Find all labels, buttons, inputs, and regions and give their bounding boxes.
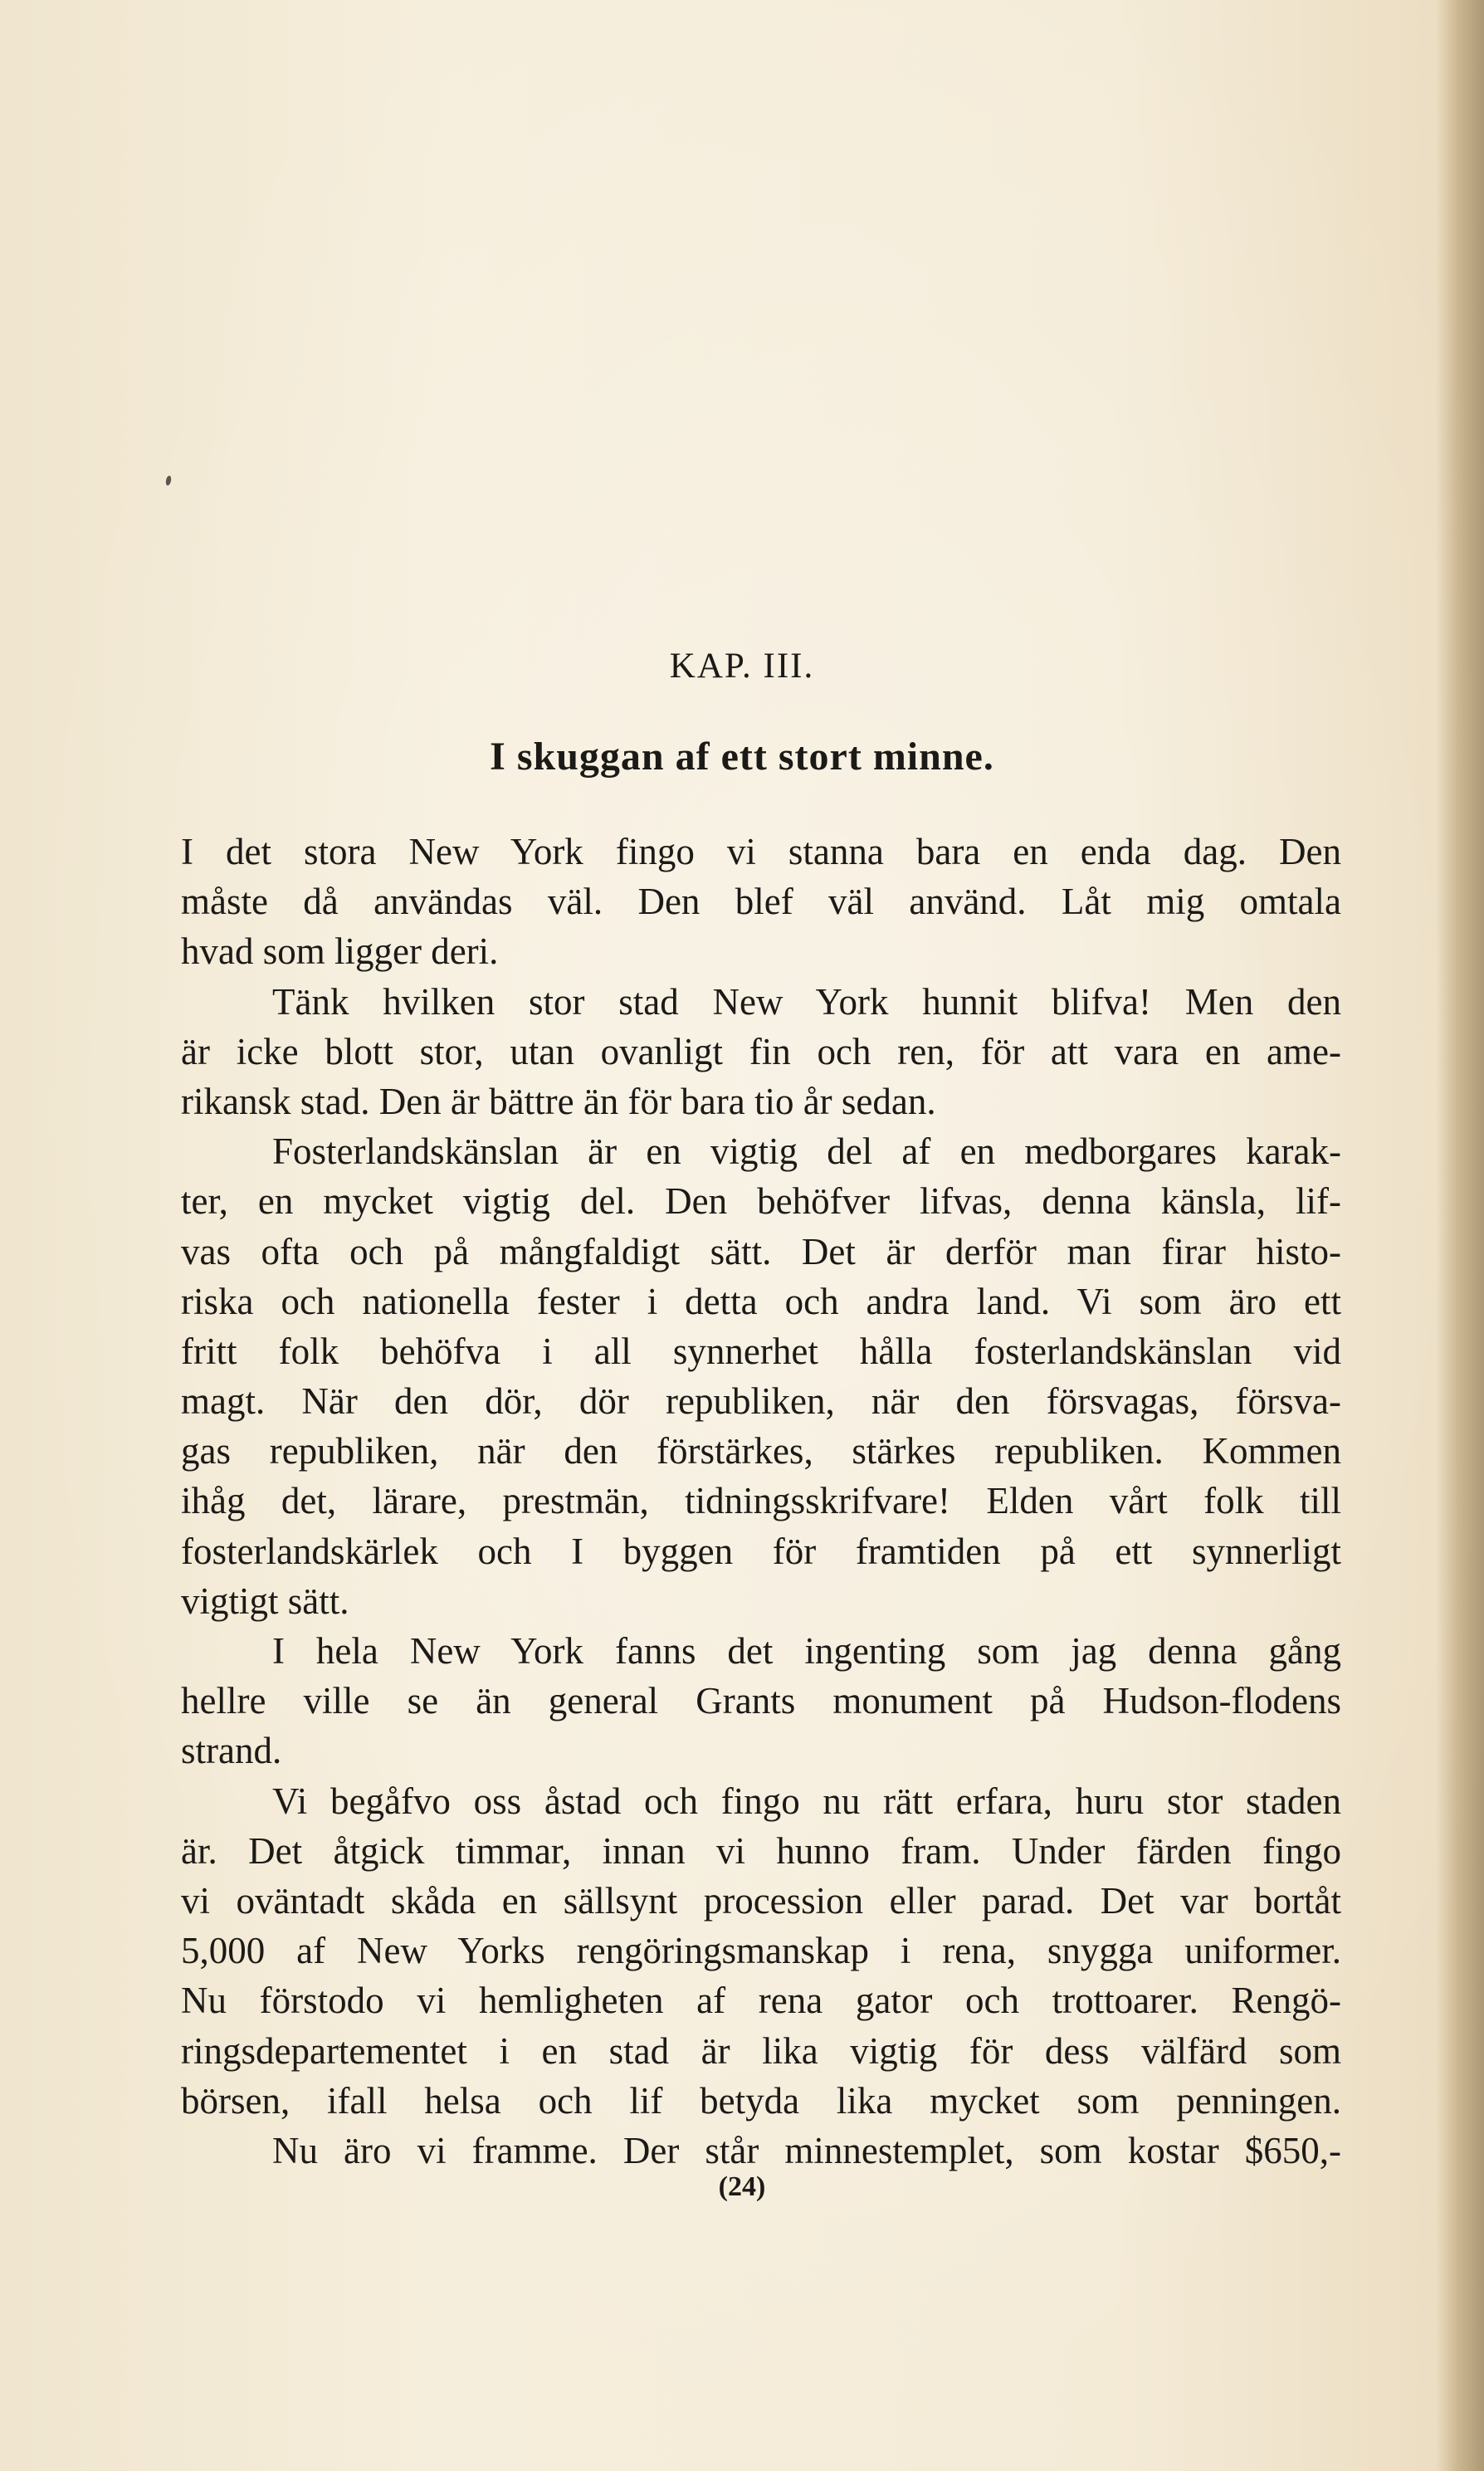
text-line: Nu äro vi framme. Der står minnestemplet, som kostar $650,-: [272, 2129, 1341, 2171]
text-line: ihåg det, lärare, prestmän, tidningsskrifvare! Elden vårt folk till: [181, 1480, 1341, 1522]
text-line: hellre ville se än general Grants monument på Hudson-flodens: [181, 1680, 1341, 1722]
text-line: 5,000 af New Yorks rengöringsmanskap i rena, snygga uniformer.: [181, 1930, 1341, 1972]
text-line: magt. När den dör, dör republiken, när den försvagas, försva-: [181, 1380, 1341, 1423]
chapter-number: KAP. III.: [669, 647, 815, 686]
text-line: gas republiken, när den förstärkes, stärkes republiken. Kommen: [181, 1430, 1341, 1472]
chapter-title: I skuggan af ett stort minne.: [490, 735, 994, 779]
text-line: Fosterlandskänslan är en vigtig del af en medborgares karak-: [272, 1131, 1341, 1173]
page-edge-shadow: [1436, 0, 1484, 2471]
text-line: är icke blott stor, utan ovanligt fin och ren, för att vara en ame-: [181, 1030, 1341, 1072]
text-line: I det stora New York fingo vi stanna bara en enda dag. Den: [181, 831, 1341, 872]
page-number: (24): [718, 2171, 766, 2202]
text-line: måste då användas väl. Den blef väl använd. Låt mig omtala: [181, 881, 1341, 923]
text-line: strand.: [181, 1730, 282, 1772]
text-line: hvad som ligger deri.: [181, 930, 499, 973]
text-line: I hela New York fanns det ingenting som jag denna gång: [272, 1630, 1341, 1672]
text-line: Tänk hvilken stor stad New York hunnit blifva! Men den: [272, 980, 1341, 1023]
text-line: vas ofta och på mångfaldigt sätt. Det är derför man firar histo-: [181, 1230, 1341, 1272]
text-line: är. Det åtgick timmar, innan vi hunno fram. Under färden fingo: [181, 1829, 1341, 1872]
text-line: fosterlandskärlek och I byggen för framtiden på ett synnerligt: [181, 1530, 1341, 1572]
text-line: Vi begåfvo oss åstad och fingo nu rätt erfara, huru stor staden: [272, 1780, 1341, 1822]
text-line: Nu förstodo vi hemligheten af rena gator och trottoarer. Rengö-: [181, 1980, 1341, 2022]
ink-speck: [165, 476, 172, 486]
text-line: ringsdepartementet i en stad är lika vigtig för dess välfärd som: [181, 2029, 1341, 2072]
text-line: rikansk stad. Den är bättre än för bara tio år sedan.: [181, 1080, 936, 1122]
body-text: [181, 827, 1341, 2176]
text-line: börsen, ifall helsa och lif betyda lika mycket som penningen.: [181, 2079, 1341, 2122]
text-line: vigtigt sätt.: [181, 1580, 349, 1622]
text-line: riska och nationella fester i detta och andra land. Vi som äro ett: [181, 1280, 1341, 1322]
text-line: ter, en mycket vigtig del. Den behöfver lifvas, denna känsla, lif-: [181, 1180, 1341, 1223]
text-line: fritt folk behöfva i all synnerhet hålla fosterlandskänslan vid: [181, 1330, 1341, 1372]
text-line: vi oväntadt skåda en sällsynt procession eller parad. Det var bortåt: [181, 1879, 1341, 1922]
